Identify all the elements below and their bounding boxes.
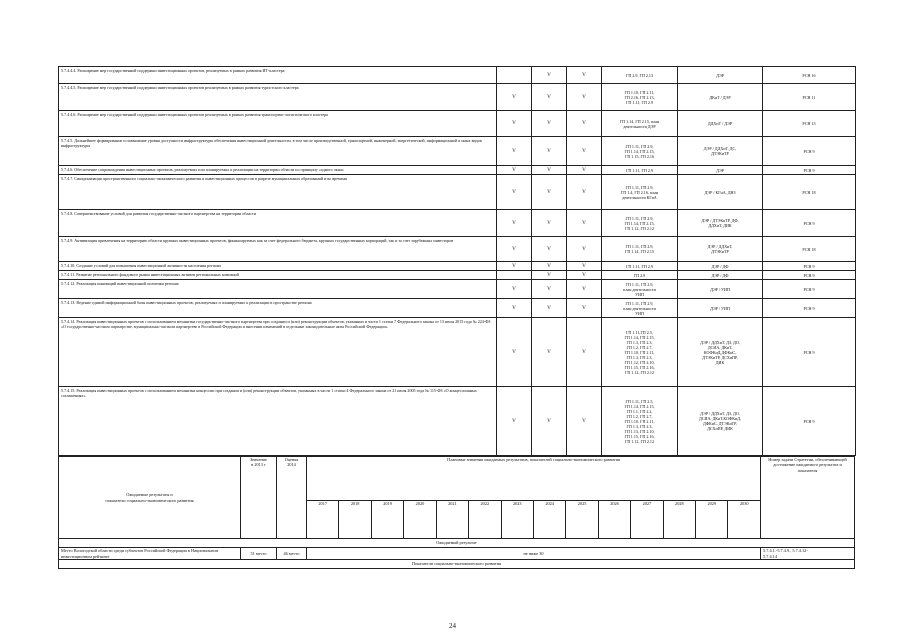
state-programs: ГП 1.14, ГП 2.15, план деятельности ДЭР [602, 111, 678, 137]
responsible-executors: ДДХиТ / ДЭР [678, 111, 763, 137]
target-indicator: РСН 9 [763, 387, 856, 456]
year-header: 2024 [533, 501, 565, 539]
stage-2-mark: V [532, 111, 567, 137]
stage-1-mark: V [497, 111, 532, 137]
target-indicator: РСН 9 [763, 280, 856, 299]
stage-2-mark: V [532, 237, 567, 262]
table-row [59, 271, 856, 280]
stage-1-mark: V [497, 318, 532, 387]
stage-2-mark: V [532, 262, 567, 271]
state-programs: ГП 2.9 [602, 271, 678, 280]
stage-3-mark: V [567, 84, 602, 111]
measure-description: 5.7.4.5. Дальнейшее формирование и повышение уровня доступности инфраструктуры обеспечения инвестиционной деятельности, в том числе производственной, транспортной, инженерной, энергетической, информационной и иных видов инфраструктуры [59, 137, 497, 166]
stage-2-mark: V [532, 137, 567, 166]
year-header: 2019 [371, 501, 403, 539]
year-header: 2027 [631, 501, 663, 539]
year-header: 2018 [339, 501, 371, 539]
year-header: 2021 [436, 501, 468, 539]
responsible-executors: ДЭР [678, 67, 763, 84]
measure-description: 5.7.4.10. Создание условий для повышения инвестиционной активности населения региона [59, 262, 497, 271]
strategy-task-header: Номер задачи Стратегии, обеспечивающей достижение ожидаемого результата и показателя [761, 457, 855, 539]
measure-description: 5.7.4.4.4. Расширение мер государственной поддержки инвестиционных проектов, реализуемых в рамках развития ИТ-кластера [59, 67, 497, 84]
measure-description: 5.7.4.12. Реализация инноваций инвестиционной политики региона [59, 280, 497, 299]
year-header: 2030 [728, 501, 761, 539]
table-row [59, 299, 856, 318]
target-indicator: РСН 9 [763, 271, 856, 280]
table-row [59, 237, 856, 262]
measure-description: 5.7.4.6. Обеспечение сопровождения инвестиционных проектов, реализуемых или планируемых к реализации на территории области по принципу «одного окна» [59, 166, 497, 175]
table-row [59, 67, 856, 84]
target-indicator: РСН 9 [763, 137, 856, 166]
investment-rating-label: Место Вологодской области среди субъектов Российской Федерации в Национальном инвестиционном рейтинге [59, 548, 241, 560]
stage-3-mark: V [567, 111, 602, 137]
stage-2-mark: V [532, 210, 567, 237]
rating-2013-value: 51 место [241, 548, 277, 560]
state-programs: ГП 1.11, ГП 2.9, план деятельности УИП [602, 299, 678, 318]
measure-description: 5.7.4.13. Ведение единой информационной базы инвестиционных проектов, реализуемых и планируемых к реализации в пространстве региона [59, 299, 497, 318]
stage-1-mark: V [497, 137, 532, 166]
stage-1-mark: V [497, 237, 532, 262]
stage-1-mark: V [497, 166, 532, 175]
responsible-executors: ДЭР / УИП [678, 280, 763, 299]
year-header: 2023 [501, 501, 533, 539]
table-row [59, 387, 856, 456]
stage-1-mark: V [497, 210, 532, 237]
value-2014-header: Оценка 2014 [277, 457, 307, 539]
stage-1-mark: V [497, 175, 532, 210]
stage-3-mark: V [567, 318, 602, 387]
stage-3-mark: V [567, 166, 602, 175]
responsible-executors: ДЭР / ДФ [678, 271, 763, 280]
stage-3-mark: V [567, 280, 602, 299]
stage-1-mark: V [497, 84, 532, 111]
rating-task-numbers: 5.7.4.1.-5.7.4.9., 5.7.4.12- 5.7.4.14 [761, 548, 855, 560]
stage-1-mark: V [497, 280, 532, 299]
stage-2-mark: V [532, 318, 567, 387]
target-indicator: РСН 9 [763, 262, 856, 271]
stage-3-mark: V [567, 175, 602, 210]
state-programs: ГП 1.11,ГП 2.5, ГП 1.14, ГП 2.15, ГП 1.3, ГП 2.3, ГП 1.2, ГП 2.7, ГП 1.10, ГП 2.11, ГП 1.3, ГП 2.3, ГП 1.12, ГП 2.10, ГП 1.15, ГП 2.16, ГП 1.12, ГП 2.12 [602, 318, 678, 387]
expected-result-section: Ожидаемый результат [59, 539, 855, 548]
responsible-executors: ДКиТ / ДЭР [678, 84, 763, 111]
stage-1-mark [497, 67, 532, 84]
measure-description: 5.7.4.15. Реализация инвестиционных проектов с использованием механизма концессии при создании и (или) реконструкции объектов, указанных в части 1 статьи 4 Федерального закона от 21 июля 2005 года № 115-ФЗ «О концессионных соглашениях» [59, 387, 497, 456]
state-programs: ГП 1.11, ГП 2.9, ГП 1.14, ГП 2.15, ГП 1.15, ГП 2.16 [602, 137, 678, 166]
document-sheet [58, 66, 855, 569]
state-programs: ГП 1.10, ГП 2.11, ГП 2.16, ГП 2.13, ГП 1.11, ГП 2.9 [602, 84, 678, 111]
rating-target-value: не ниже 30 [307, 548, 761, 560]
target-indicator: РСН 9 [763, 210, 856, 237]
responsible-executors: ДЭР / ДДХиТ, ДЗ, ДО, ДСИА, ДКиТ,КОФКиД, ДФКиС, ДТЭКиТР, ДСХиПР, ДИК [678, 387, 763, 456]
target-indicator: РСН 13 [763, 111, 856, 137]
year-header: 2028 [663, 501, 695, 539]
state-programs: ГП 1.11, ГП 2.9, план деятельности УИП [602, 280, 678, 299]
stage-2-mark: V [532, 387, 567, 456]
state-programs: ГП 2.9, ГП 2.13 [602, 67, 678, 84]
measure-description: 5.7.4.14. Реализация инвестиционных проектов с использованием механизма государственно-частного партнерства при создании и (или) реконструкции объектов, указанных в части 1 статьи 7 Федерального закона от 13 июля 2015 года № 224-ФЗ «О государственно-частном партнерстве, муниципально-частном партнерстве в Российской Федерации и внесении изменений в отдельные законодательные акты Российской Федерации» [59, 318, 497, 387]
stage-2-mark: V [532, 299, 567, 318]
stage-1-mark: V [497, 262, 532, 271]
stage-1-mark [497, 271, 532, 280]
stage-2-mark: V [532, 67, 567, 84]
stage-2-mark: V [532, 84, 567, 111]
year-header: 2026 [598, 501, 630, 539]
table-row [59, 318, 856, 387]
stage-3-mark: V [567, 210, 602, 237]
stage-3-mark: V [567, 387, 602, 456]
stage-3-mark: V [567, 137, 602, 166]
responsible-executors: ДЭР / ДФ [678, 262, 763, 271]
indicators-section: Показатели социально-экономического развития [59, 560, 855, 569]
stage-3-mark: V [567, 262, 602, 271]
rating-2014-value: 46 место [277, 548, 307, 560]
stage-1-mark: V [497, 387, 532, 456]
stage-1-mark: V [497, 299, 532, 318]
responsible-executors: ДЭР / ДДХиТ, ДЗ, ДО, ДСИА, ДКиТ, КОФКиД,ДФКиС, ДТЭКиТР, ДСХиПР, ДИК [678, 318, 763, 387]
results-column-label: Ожидаемые результаты и показатели социально-экономического развития [59, 457, 241, 539]
state-programs: ГП 1.11, ГП 2.9, ГП 1.14, ГП 2.15, ГП 1.12, ГП 2.12 [602, 210, 678, 237]
table-row [59, 111, 856, 137]
stage-3-mark: V [567, 271, 602, 280]
measure-description: 5.7.4.4.6. Расширение мер государственной поддержки инвестиционных проектов реализуемых в рамках развития транспортно-логистического кластера [59, 111, 497, 137]
year-header: 2029 [696, 501, 728, 539]
target-indicator: РСН 9 [763, 166, 856, 175]
table-row [59, 280, 856, 299]
measure-description: 5.7.4.9. Активизация привлечения на территорию области крупных инвестиционных проектов, финансируемых как за счет федерального бюджета, крупных государственных корпораций, так и за счет зарубежных инвесторов [59, 237, 497, 262]
measure-description: 5.7.4.8. Совершенствование условий для развития государственно-частного партнерства на территории области [59, 210, 497, 237]
state-programs: ГП 1.11, ГП 2.5, ГП 1.14, ГП 2.15, ГП 1.1, ГП 2.2, ГП 1.2, ГП 2.7, ГП 1.10, ГП 2.11, ГП 1.3, ГП 2.3, ГП 1.13, ГП 2.10, ГП 1.15, ГП 2.16, ГП 1.12, ГП 2.12 [602, 387, 678, 456]
measure-description: 5.7.4.7. Синхронизация пространственного социально-экономического развития и инвестиционных процессов в разрезе муниципальных образований и во времени [59, 175, 497, 210]
page-number: 24 [449, 622, 456, 630]
responsible-executors: ДЭР [678, 166, 763, 175]
responsible-executors: ДЭР / ДТЭКиТР, ДФ, ДДХиТ, ДИК [678, 210, 763, 237]
stage-2-mark: V [532, 175, 567, 210]
state-programs: ГП 1.11, ГП 2.9 [602, 262, 678, 271]
year-header: 2025 [566, 501, 598, 539]
stage-3-mark: V [567, 237, 602, 262]
stage-3-mark: V [567, 67, 602, 84]
table-row [59, 137, 856, 166]
planned-values-header: Плановые значения ожидаемых результатов, показателей социально-экономического развития [307, 457, 761, 501]
measure-description: 5.7.4.11. Развитие регионального фондового рынка инвестиционных активов региональных компаний [59, 271, 497, 280]
state-programs: ГП 1.11, ГП 2.9 [602, 166, 678, 175]
target-indicator: РСН 16 [763, 67, 856, 84]
table-row [59, 210, 856, 237]
target-indicator: РСН 18 [763, 237, 856, 262]
table-row [59, 84, 856, 111]
responsible-executors: ДЭР / ДДХиТ, ДС, ДТЭКиТР [678, 137, 763, 166]
table-row [59, 166, 856, 175]
target-indicator: РСН 18 [763, 175, 856, 210]
target-indicator: РСН 9 [763, 318, 856, 387]
year-header: 2017 [307, 501, 339, 539]
responsible-executors: ДЭР / ДДХиТ, ДТЭКиТР [678, 237, 763, 262]
state-programs: ГП 1.11, ГП 2.9, ГП 1.14, ГП 2.15 [602, 237, 678, 262]
target-indicator: РСН 11 [763, 84, 856, 111]
results-table [58, 456, 855, 569]
responsible-executors: ДЭР / УИП [678, 299, 763, 318]
table-row [59, 262, 856, 271]
responsible-executors: ДЭР / КГиА, ДНЗ [678, 175, 763, 210]
year-header: 2022 [469, 501, 501, 539]
stage-3-mark: V [567, 299, 602, 318]
stage-2-mark: V [532, 271, 567, 280]
year-header: 2020 [404, 501, 436, 539]
measures-table [58, 66, 856, 456]
measure-description: 5.7.4.4.5. Расширение мер государственной поддержки инвестиционных проектов реализуемых в рамках развития туристского кластера [59, 84, 497, 111]
table-row [59, 175, 856, 210]
state-programs: ГП 1.11, ГП 2.9, ГП 1.4, ГП 2.16, план деятельности КГиА [602, 175, 678, 210]
value-2013-header: Значение в 2013 г [241, 457, 277, 539]
target-indicator: РСН 9 [763, 299, 856, 318]
stage-2-mark: V [532, 280, 567, 299]
stage-2-mark: V [532, 166, 567, 175]
